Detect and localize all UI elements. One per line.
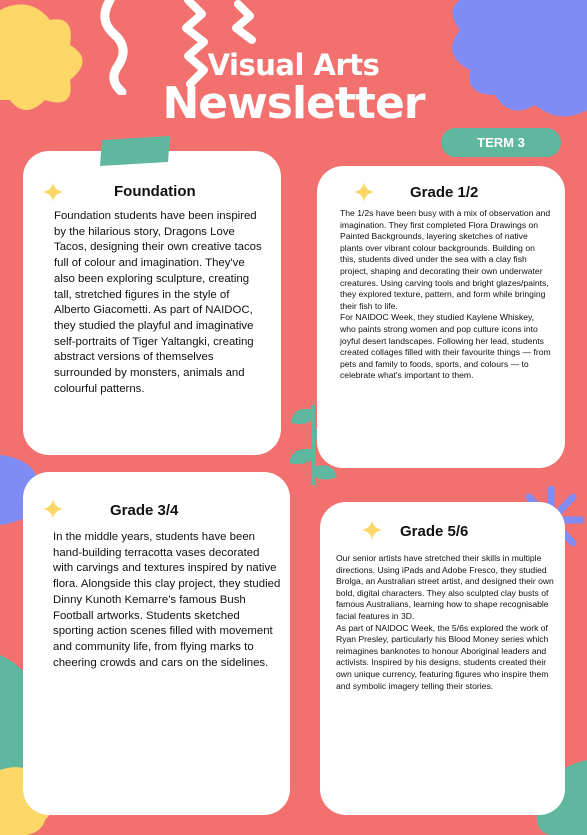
term-badge: TERM 3 <box>441 128 561 157</box>
card-foundation <box>23 151 281 455</box>
title-visual-arts: Visual Arts <box>207 48 380 82</box>
section-title: Grade 3/4 <box>110 502 179 519</box>
green-tape-decoration <box>100 136 172 166</box>
card-grade-5-6 <box>320 502 565 815</box>
sparkle-icon <box>354 182 374 202</box>
card-grade-3-4 <box>23 472 290 815</box>
section-body: In the middle years, students have been hand-building terracotta vases decorated with carvings and textures inspired by native flora. Alongside this clay project, they studied Dinny Kunoth Kemarre's famous Bush Football artworks. Students sketched sporting action scenes filled with movement and community life, from flying marks to cheering crowds and cars on the sidelines. <box>53 531 281 669</box>
sparkle-icon <box>362 520 382 540</box>
section-title: Grade 5/6 <box>400 523 469 540</box>
section-body: The 1/2s have been busy with a mix of observation and imagination. They first completed Flora Drawings on Painted Backgrounds, layering sketches of native plants over vibrant colour backgrounds. Building on this, students dived under the sea with a clay fish project, shaping and decorating their own underwater creatures. Using carving tools and bright glazes/paints, they explored texture, pattern, and form while bringing their fish to life. For NAIDOC Week, they studied Kaylene Whiskey, who paints strong women and pop culture icons into joyful desert landscapes. Following her lead, students created collages filled with their favourite things — from pets and family to foods, sports, and colours — to celebrate what's important to them. <box>340 208 551 381</box>
title-newsletter: Newsletter <box>162 78 425 129</box>
sparkle-icon <box>43 499 63 519</box>
sparkle-icon <box>43 182 63 202</box>
section-body: Foundation students have been inspired by the hilarious story, Dragons Love Tacos, designing their own creative tacos full of colour and imagination. They've also been exploring sculpture, creating tall, stretched figures in the style of Alberto Giacometti. As part of NAIDOC, they studied the playful and imaginative self-portraits of Tiger Yaltangki, creating abstract versions of themselves surrounded by monsters, animals and colourful patterns. <box>54 210 262 395</box>
section-title: Grade 1/2 <box>410 184 479 201</box>
card-grade-1-2 <box>317 166 565 468</box>
section-title: Foundation <box>114 183 196 200</box>
section-body: Our senior artists have stretched their skills in multiple directions. Using iPads and Adobe Fresco, they studied Brolga, an Australian street artist, and designed their own bold, digital characters. They also sculpted clay busts of famous Australians, learning how to shape recognisable facial features in 3D. As part of NAIDOC Week, the 5/6s explored the work of Ryan Presley, particularly his Blood Money series which reimagines banknotes to honour Aboriginal leaders and activists. Inspired by his designs, students created their own unique currency, featuring figures who inspire them and symbolic imagery telling their stories. <box>336 553 554 691</box>
